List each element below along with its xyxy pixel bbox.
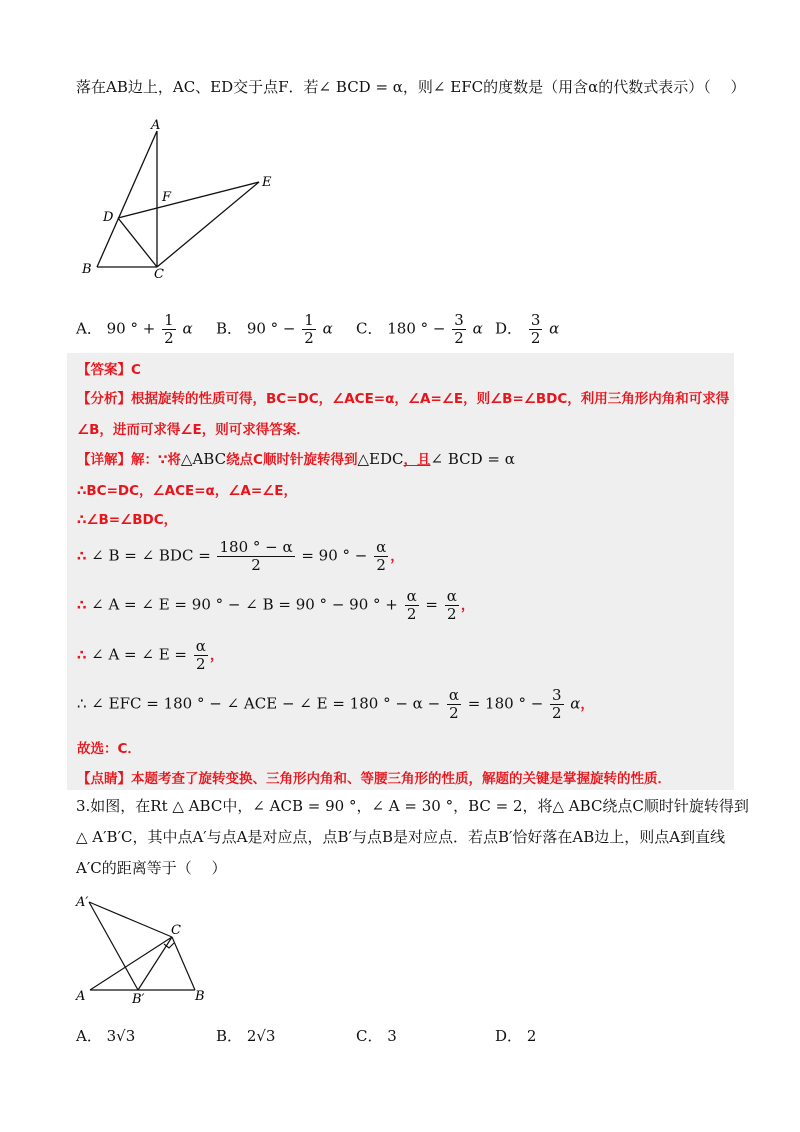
option-letter: C． xyxy=(356,319,383,338)
option-letter: D． xyxy=(495,319,523,338)
eq-punct: ， xyxy=(209,647,224,664)
frac-num: 3 xyxy=(530,311,541,329)
therefore-symbol: ∴ xyxy=(77,647,87,664)
option-letter: A． xyxy=(76,319,102,338)
label-E: E xyxy=(262,175,272,190)
option-b[interactable] xyxy=(216,1025,275,1046)
eq-punct: ， xyxy=(390,548,404,565)
option-b[interactable] xyxy=(216,313,333,346)
option-var: α xyxy=(182,319,193,338)
question-2-figure xyxy=(80,115,280,285)
frac-den: 2 xyxy=(376,556,386,574)
frac-den: 2 xyxy=(164,329,174,347)
frac-num: 3 xyxy=(551,686,562,704)
label-D: D xyxy=(103,210,114,225)
detail-text: ，且 xyxy=(403,452,431,468)
option-text: 2√3 xyxy=(246,1027,276,1045)
option-c[interactable] xyxy=(356,1025,397,1046)
option-text: 2 xyxy=(526,1027,537,1045)
frac-den: 2 xyxy=(304,329,314,347)
option-letter: B． xyxy=(216,319,243,338)
frac-den: 2 xyxy=(251,556,261,574)
equation-4 xyxy=(77,688,594,721)
eq-punct: ， xyxy=(580,696,594,713)
option-var: α xyxy=(472,319,483,338)
question-3-line-2: △ A′B′C，其中点A′与点A是对应点，点B′与点B是对应点．若点B′恰好落在AB边上，则点A到直线 xyxy=(76,828,726,846)
comment-line: 【点睛】本题考查了旋转变换、三角形内角和、等腰三角形的性质，解题的关键是掌握旋转的性质． xyxy=(77,771,671,787)
question-3-options xyxy=(76,1025,726,1049)
option-expr: 180 ° − xyxy=(387,319,446,338)
question-3-line-1: 3.如图，在Rt △ ABC中，∠ ACB = 90 °，∠ A = 30 °，BC = 2，将△ ABC绕点C顺时针旋转得到 xyxy=(76,797,749,815)
option-letter: D． xyxy=(495,1027,523,1045)
frac-num: α xyxy=(195,637,206,655)
detail-math: ∠ BCD = α xyxy=(430,450,515,468)
option-expr: 90 ° − xyxy=(246,319,296,338)
detail-line-3: ∴∠B=∠BDC， xyxy=(77,512,178,528)
detail-math: △EDC xyxy=(357,450,404,468)
option-letter: C． xyxy=(356,1027,383,1045)
option-d[interactable] xyxy=(495,313,559,346)
eq-text: ∠ A = ∠ E = xyxy=(91,645,188,664)
analysis-line-1: 【分析】根据旋转的性质可得，BC=DC，∠ACE=α，∠A=∠E，则∠B=∠BDC，利用三角形内角和可求得 xyxy=(77,391,730,407)
frac-num: 3 xyxy=(454,311,464,329)
eq-var: α xyxy=(570,694,581,713)
label-B: B xyxy=(82,262,92,277)
label-A: A xyxy=(151,118,161,133)
label-C: C xyxy=(171,923,181,938)
detail-text: 【详解】解：∵将 xyxy=(77,452,181,468)
eq-text: ∴ ∠ EFC = 180 ° − ∠ ACE − ∠ E = 180 ° − α − xyxy=(77,694,441,713)
eq-text: ∠ A = ∠ E = 90 ° − ∠ B = 90 ° − 90 ° + xyxy=(91,595,398,614)
label-F: F xyxy=(162,190,172,205)
frac-den: 2 xyxy=(196,655,206,673)
eq-text: ∠ B = ∠ BDC = xyxy=(91,546,211,565)
option-a[interactable] xyxy=(76,313,193,346)
equation-1 xyxy=(77,540,404,573)
eq-text: = xyxy=(425,595,438,614)
label-A: A xyxy=(76,989,86,1004)
option-var: α xyxy=(549,319,560,338)
therefore-symbol: ∴ xyxy=(77,548,87,565)
option-d[interactable] xyxy=(495,1025,536,1046)
option-expr: 90 ° + xyxy=(106,319,156,338)
question-3-line-3: A′C的距离等于（ ） xyxy=(76,859,227,877)
detail-line-1 xyxy=(77,448,515,468)
frac-num: α xyxy=(448,686,459,704)
detail-math: △ABC xyxy=(180,450,227,468)
frac-num: α xyxy=(406,587,417,605)
option-text: 3 xyxy=(387,1027,397,1045)
question-2-stem: 落在AB边上，AC、ED交于点F．若∠ BCD = α，则∠ EFC的度数是（用含α的代数式表示）（ ） xyxy=(76,78,746,96)
eq-punct: ， xyxy=(460,597,475,614)
detail-text: 绕点C顺时针旋转得到 xyxy=(226,452,358,468)
frac-num: α xyxy=(376,538,387,556)
eq-text: = 90 ° − xyxy=(301,546,368,565)
question-2-options xyxy=(76,313,726,347)
frac-num: α xyxy=(446,587,457,605)
frac-den: 2 xyxy=(446,605,457,623)
question-3-figure xyxy=(70,888,230,1013)
option-a[interactable] xyxy=(76,1025,135,1046)
answer-line: 【答案】C xyxy=(77,362,141,378)
label-A-prime: A′ xyxy=(76,895,89,910)
frac-num: 1 xyxy=(304,311,314,329)
label-B: B xyxy=(195,989,205,1004)
option-c[interactable] xyxy=(356,313,483,346)
frac-den: 2 xyxy=(406,605,417,623)
frac-num: 180 ° − α xyxy=(219,538,293,556)
frac-den: 2 xyxy=(449,704,459,722)
equation-3 xyxy=(77,639,223,672)
choose-line: 故选：C． xyxy=(77,741,141,757)
frac-den: 2 xyxy=(551,704,562,722)
option-text: 3√3 xyxy=(106,1027,136,1045)
option-letter: B． xyxy=(216,1027,243,1045)
option-letter: A． xyxy=(76,1027,102,1045)
analysis-line-2: ∠B，进而可求得∠E，则可求得答案． xyxy=(77,422,310,438)
label-C: C xyxy=(154,267,164,282)
therefore-symbol: ∴ xyxy=(77,597,87,614)
frac-den: 2 xyxy=(530,329,541,347)
frac-den: 2 xyxy=(454,329,464,347)
detail-line-2: ∴BC=DC，∠ACE=α，∠A=∠E， xyxy=(77,483,297,499)
equation-2 xyxy=(77,589,474,622)
label-B-prime: B′ xyxy=(132,992,145,1007)
option-var: α xyxy=(322,319,333,338)
eq-text: = 180 ° − xyxy=(467,694,544,713)
frac-num: 1 xyxy=(164,311,174,329)
